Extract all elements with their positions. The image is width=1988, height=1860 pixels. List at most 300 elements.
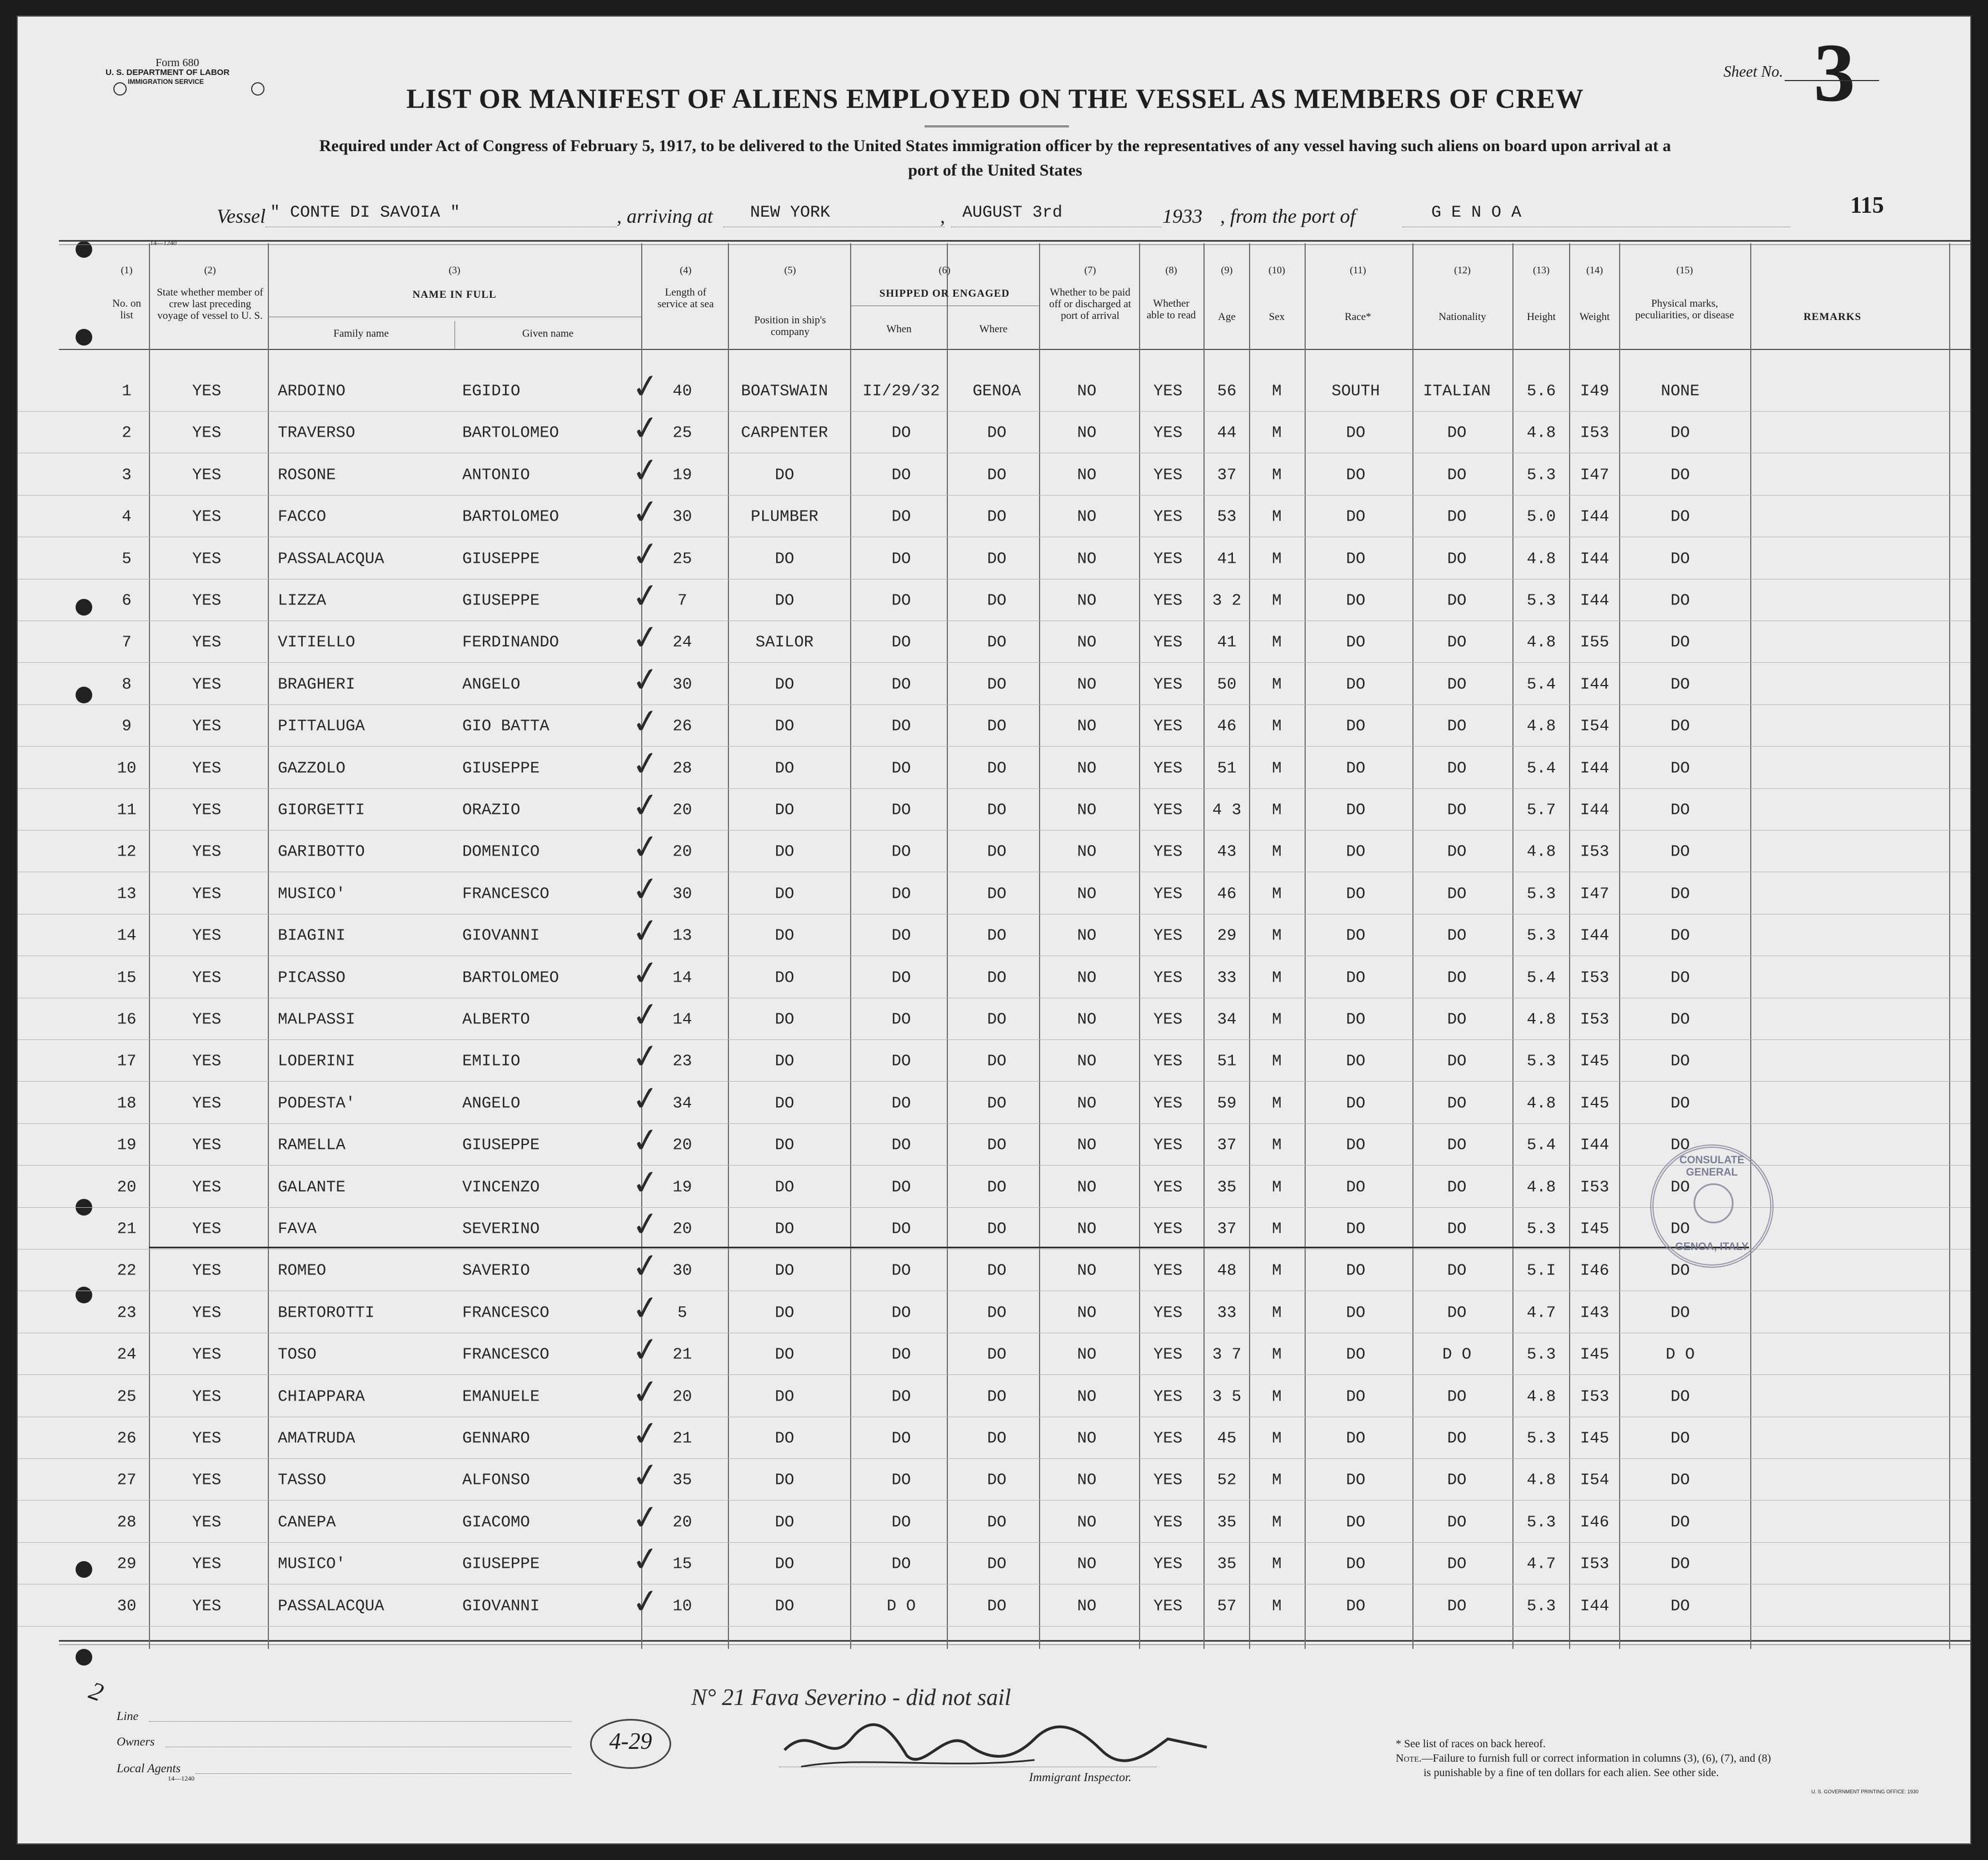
crew-previous-voyage: YES [192,1554,222,1573]
penalty-note-line2: is punishable by a fine of ten dollars for each alien. See other side. [1423,1767,1719,1779]
checkmark-icon: ✓ [629,1454,662,1497]
height: 5.3 [1526,1052,1556,1071]
physical-marks: DO [1670,801,1690,819]
able-to-read: YES [1153,759,1183,778]
shipped-where: DO [987,1219,1007,1238]
weight: I53 [1580,423,1610,442]
nationality: DO [1447,1052,1467,1071]
row-number: 16 [117,1010,137,1029]
height: 4.8 [1526,633,1556,652]
column-divider [1039,243,1040,1649]
comma: , [940,205,945,227]
shipped-when: DO [891,759,911,778]
shipped-where: DO [987,507,1007,526]
col-num-7: (7) [1084,264,1096,276]
race: DO [1346,801,1366,819]
family-name: TRAVERSO [278,423,356,442]
weight: I53 [1580,1554,1610,1573]
punch-hole [76,241,92,258]
punch-hole [76,599,92,616]
stamp-top-text: CONSULATE GENERAL [1679,1154,1745,1178]
age: 37 [1217,1136,1237,1154]
weight: I45 [1580,1052,1610,1071]
position-in-company: DO [775,1303,795,1322]
position-in-company: DO [775,1219,795,1238]
position-in-company: DO [775,1136,795,1154]
row-number: 11 [117,801,137,819]
given-name: GIUSEPPE [462,1136,540,1154]
row-number: 13 [117,884,137,903]
weight: I45 [1580,1219,1610,1238]
physical-marks: NONE [1661,382,1700,401]
given-name: SEVERINO [462,1219,540,1238]
length-of-service: 10 [672,1597,692,1616]
nationality: DO [1447,1471,1467,1489]
crew-previous-voyage: YES [192,968,222,987]
shipped-when: DO [891,1513,911,1532]
column-divider [947,243,948,1649]
family-name: PASSALACQUA [278,1597,384,1616]
row-ruling [18,1458,1971,1459]
agents-dotline [196,1773,571,1774]
paid-off: NO [1077,549,1097,568]
physical-marks: DO [1670,842,1690,861]
age: 46 [1217,717,1237,736]
nationality: DO [1447,759,1467,778]
shipped-when: DO [891,1471,911,1489]
able-to-read: YES [1153,717,1183,736]
position-in-company: BOATSWAIN [741,382,828,401]
note-line1: —Failure to furnish full or correct information in columns (3), (6), (7), and (8) [1421,1752,1771,1764]
length-of-service: 20 [672,801,692,819]
length-of-service: 20 [672,1513,692,1532]
nationality: DO [1447,1136,1467,1154]
race: DO [1346,633,1366,652]
given-name: ANGELO [462,675,521,694]
nationality: DO [1447,549,1467,568]
length-of-service: 26 [672,717,692,736]
inspector-label: Immigrant Inspector. [1029,1770,1132,1784]
sheet-no-line [1785,80,1879,81]
nationality: DO [1447,507,1467,526]
row-number: 23 [117,1303,137,1322]
row-number: 7 [122,633,132,652]
nationality: DO [1447,1513,1467,1532]
family-name: MUSICO' [278,884,346,903]
physical-marks: DO [1670,759,1690,778]
nationality: DO [1447,717,1467,736]
weight: I44 [1580,801,1610,819]
physical-marks: D O [1665,1345,1695,1364]
checkmark-icon: ✓ [629,1036,662,1078]
shipped-where: DO [987,1010,1007,1029]
row-number: 5 [122,549,132,568]
weight: I44 [1580,549,1610,568]
race: DO [1346,1094,1366,1113]
length-of-service: 20 [672,1387,692,1406]
sex: M [1272,884,1282,903]
sex: M [1272,1597,1282,1616]
margin-mark: 2 [85,1676,108,1707]
paid-off: NO [1077,1345,1097,1364]
printer-mark: U. S. GOVERNMENT PRINTING OFFICE: 1930 [1811,1789,1919,1794]
family-name: LIZZA [278,591,327,610]
family-name: PICASSO [278,968,346,987]
sex: M [1272,717,1282,736]
sheet-no-label: Sheet No. [1724,63,1784,81]
paid-off: NO [1077,1554,1097,1573]
able-to-read: YES [1153,466,1183,484]
physical-marks: DO [1670,1094,1690,1113]
family-name: ARDOINO [278,382,346,401]
shipped-where: DO [987,801,1007,819]
family-name: PODESTA' [278,1094,356,1113]
weight: I44 [1580,1597,1610,1616]
able-to-read: YES [1153,1261,1183,1280]
paid-off: NO [1077,968,1097,987]
paid-off: NO [1077,1597,1097,1616]
col-num-15: (15) [1676,264,1693,276]
family-name: LODERINI [278,1052,356,1071]
able-to-read: YES [1153,507,1183,526]
row-number: 29 [117,1554,137,1573]
shipped-when: DO [891,549,911,568]
paid-off: NO [1077,466,1097,484]
race: SOUTH [1331,382,1380,401]
shipped-when: D O [886,1597,916,1616]
arriving-label: , arriving at [617,205,713,227]
col-num-3: (3) [448,264,461,276]
sex: M [1272,675,1282,694]
crew-previous-voyage: YES [192,591,222,610]
age: 59 [1217,1094,1237,1113]
given-name: GIO BATTA [462,717,550,736]
checkmark-icon: ✓ [629,1119,662,1162]
family-name: CHIAPPARA [278,1387,365,1406]
height: 5.4 [1526,675,1556,694]
paid-off: NO [1077,1387,1097,1406]
header-nationality: Nationality [1438,311,1486,323]
sex: M [1272,1429,1282,1448]
sex: M [1272,382,1282,401]
checkmark-icon: ✓ [629,910,662,953]
checkmark-icon: ✓ [629,1203,662,1246]
row-number: 15 [117,968,137,987]
checkmark-icon: ✓ [629,1245,662,1288]
length-of-service: 34 [672,1094,692,1113]
physical-marks: DO [1670,1429,1690,1448]
punch-hole [76,1561,92,1578]
crew-previous-voyage: YES [192,1219,222,1238]
paid-off: NO [1077,1178,1097,1197]
able-to-read: YES [1153,1597,1183,1616]
age: 29 [1217,926,1237,945]
position-in-company: DO [775,1471,795,1489]
height: 5.4 [1526,759,1556,778]
paid-off: NO [1077,1136,1097,1154]
height: 5.3 [1526,884,1556,903]
length-of-service: 23 [672,1052,692,1071]
sex: M [1272,801,1282,819]
position-in-company: DO [775,717,795,736]
height: 4.8 [1526,549,1556,568]
height: 5.3 [1526,926,1556,945]
paid-off: NO [1077,633,1097,652]
able-to-read: YES [1153,549,1183,568]
shipped-where: DO [987,1052,1007,1071]
height: 5.3 [1526,1219,1556,1238]
race: DO [1346,1136,1366,1154]
col-num-2: (2) [204,264,216,276]
nationality: DO [1447,1094,1467,1113]
header-no-on-list: No. on list [112,298,141,321]
crew-previous-voyage: YES [192,1178,222,1197]
shipped-when: DO [891,1094,911,1113]
race: DO [1346,675,1366,694]
shipped-when: DO [891,1136,911,1154]
checkmark-icon: ✓ [629,658,662,701]
crew-previous-voyage: YES [192,1261,222,1280]
given-name: SAVERIO [462,1261,530,1280]
row-number: 19 [117,1136,137,1154]
family-name: GARIBOTTO [278,842,365,861]
shipped-when: DO [891,1010,911,1029]
crew-previous-voyage: YES [192,1429,222,1448]
position-in-company: DO [775,466,795,484]
sex: M [1272,1471,1282,1489]
row-number: 9 [122,717,132,736]
family-name: ROSONE [278,466,336,484]
physical-marks: DO [1670,1219,1690,1238]
length-of-service: 30 [672,507,692,526]
paid-off: NO [1077,1094,1097,1113]
race: DO [1346,1178,1366,1197]
sex: M [1272,633,1282,652]
physical-marks: DO [1670,1597,1690,1616]
table-top-border [59,240,1971,242]
nationality: ITALIAN [1423,382,1491,401]
crew-previous-voyage: YES [192,507,222,526]
checkmark-icon: ✓ [629,1580,662,1623]
sex: M [1272,1513,1282,1532]
family-name: FACCO [278,507,327,526]
shipped-when: DO [891,1303,911,1322]
position-in-company: DO [775,884,795,903]
sex: M [1272,1136,1282,1154]
age: 57 [1217,1597,1237,1616]
able-to-read: YES [1153,1513,1183,1532]
shipped-when: DO [891,1219,911,1238]
shipped-when: DO [891,1052,911,1071]
height: 5.3 [1526,591,1556,610]
age: 53 [1217,507,1237,526]
nationality: DO [1447,1387,1467,1406]
family-name: BRAGHERI [278,675,356,694]
able-to-read: YES [1153,1471,1183,1489]
position-in-company: DO [775,591,795,610]
family-name: GALANTE [278,1178,346,1197]
height: 4.8 [1526,1387,1556,1406]
crew-previous-voyage: YES [192,1387,222,1406]
length-of-service: 19 [672,1178,692,1197]
given-name: GIOVANNI [462,1597,540,1616]
consulate-stamp [1650,1144,1774,1268]
row-number: 28 [117,1513,137,1532]
age: 45 [1217,1429,1237,1448]
able-to-read: YES [1153,1303,1183,1322]
shipped-when: DO [891,1554,911,1573]
row-number: 14 [117,926,137,945]
paid-off: NO [1077,1429,1097,1448]
family-name: TASSO [278,1471,327,1489]
able-to-read: YES [1153,1345,1183,1364]
height: 5.3 [1526,1513,1556,1532]
shipped-when: DO [891,423,911,442]
length-of-service: 20 [672,842,692,861]
shipped-where: DO [987,1554,1007,1573]
position-in-company: DO [775,842,795,861]
header-given-name: Given name [522,328,574,339]
age: 56 [1217,382,1237,401]
age: 44 [1217,423,1237,442]
shipped-when: DO [891,1178,911,1197]
able-to-read: YES [1153,926,1183,945]
row-ruling [18,1081,1971,1082]
height: 5.0 [1526,507,1556,526]
able-to-read: YES [1153,1136,1183,1154]
sex: M [1272,507,1282,526]
race: DO [1346,968,1366,987]
given-name: GIACOMO [462,1513,530,1532]
shipped-where: DO [987,1094,1007,1113]
crew-previous-voyage: YES [192,1597,222,1616]
able-to-read: YES [1153,1010,1183,1029]
shipped-where: DO [987,968,1007,987]
weight: I45 [1580,1345,1610,1364]
sex: M [1272,1178,1282,1197]
given-name: FRANCESCO [462,884,550,903]
crew-previous-voyage: YES [192,1303,222,1322]
column-divider [1203,243,1205,1649]
handwritten-note: N° 21 Fava Severino - did not sail [691,1685,1011,1711]
length-of-service: 25 [672,549,692,568]
family-name: BIAGINI [278,926,346,945]
crew-previous-voyage: YES [192,801,222,819]
header-sex: Sex [1268,311,1285,323]
race: DO [1346,1052,1366,1071]
table-top-border-2 [59,244,1971,245]
row-number: 30 [117,1597,137,1616]
height: 5.4 [1526,968,1556,987]
given-name: ALFONSO [462,1471,530,1489]
crew-previous-voyage: YES [192,926,222,945]
col-num-4: (4) [680,264,692,276]
length-of-service: 5 [677,1303,687,1322]
able-to-read: YES [1153,1429,1183,1448]
height: 4.8 [1526,1010,1556,1029]
shipped-where: DO [987,1471,1007,1489]
nationality: DO [1447,1219,1467,1238]
family-name: CANEPA [278,1513,336,1532]
row-ruling [18,1542,1971,1543]
height: 5.3 [1526,466,1556,484]
punch-hole [76,1649,92,1666]
race: DO [1346,466,1366,484]
header-age: Age [1218,311,1236,323]
shipped-where: DO [987,1387,1007,1406]
age: 37 [1217,466,1237,484]
shipped-when: DO [891,801,911,819]
shipped-when: DO [891,591,911,610]
small-code: 14—1240 [150,239,177,247]
row-number: 10 [117,759,137,778]
weight: I45 [1580,1094,1610,1113]
nationality: DO [1447,1261,1467,1280]
age: 4 3 [1212,801,1242,819]
given-name: BARTOLOMEO [462,423,560,442]
position-in-company: DO [775,968,795,987]
position-in-company: DO [775,1261,795,1280]
column-divider [149,243,150,1649]
page-number: 115 [1850,193,1884,218]
crew-previous-voyage: YES [192,1010,222,1029]
able-to-read: YES [1153,423,1183,442]
checkmark-icon: ✓ [629,826,662,869]
departure-port: G E N O A [1431,203,1522,222]
header-weight: Weight [1579,311,1610,323]
subtitle-line1: Required under Act of Congress of February 5, 1917, to be delivered to the United States immigration officer by the representatives of any vessel having such aliens on board upon arrival at a [319,137,1671,155]
stamp-bottom-text: GENOA, ITALY [1675,1241,1749,1253]
header-length-service: Length of service at sea [657,287,714,310]
age: 41 [1217,549,1237,568]
crew-previous-voyage: YES [192,1513,222,1532]
length-of-service: 28 [672,759,692,778]
crew-previous-voyage: YES [192,466,222,484]
height: 4.8 [1526,717,1556,736]
able-to-read: YES [1153,382,1183,401]
header-height: Height [1527,311,1556,323]
race: DO [1346,717,1366,736]
agents-label: Local Agents [117,1761,181,1775]
checkmark-icon: ✓ [629,1538,662,1581]
age: 35 [1217,1513,1237,1532]
header-bottom-border [59,349,1971,350]
checkmark-icon: ✓ [629,1371,662,1413]
age: 35 [1217,1554,1237,1573]
family-name: RAMELLA [278,1136,346,1154]
header-position: Position in ship's company [754,314,826,338]
age: 3 2 [1212,591,1242,610]
length-of-service: 30 [672,675,692,694]
shipped-when: II/29/32 [862,382,940,401]
race: DO [1346,1010,1366,1029]
position-in-company: DO [775,675,795,694]
row-number: 2 [122,423,132,442]
able-to-read: YES [1153,968,1183,987]
row-number: 27 [117,1471,137,1489]
column-divider [1949,243,1950,1649]
paid-off: NO [1077,507,1097,526]
race: DO [1346,423,1366,442]
height: 4.8 [1526,423,1556,442]
subtitle-line2: port of the United States [908,161,1082,179]
checkmark-icon: ✓ [629,784,662,827]
sex: M [1272,842,1282,861]
checkmark-icon: ✓ [629,952,662,994]
physical-marks: DO [1670,926,1690,945]
checkmark-icon: ✓ [629,742,662,785]
header-able-to-read: Whether able to read [1146,298,1196,321]
